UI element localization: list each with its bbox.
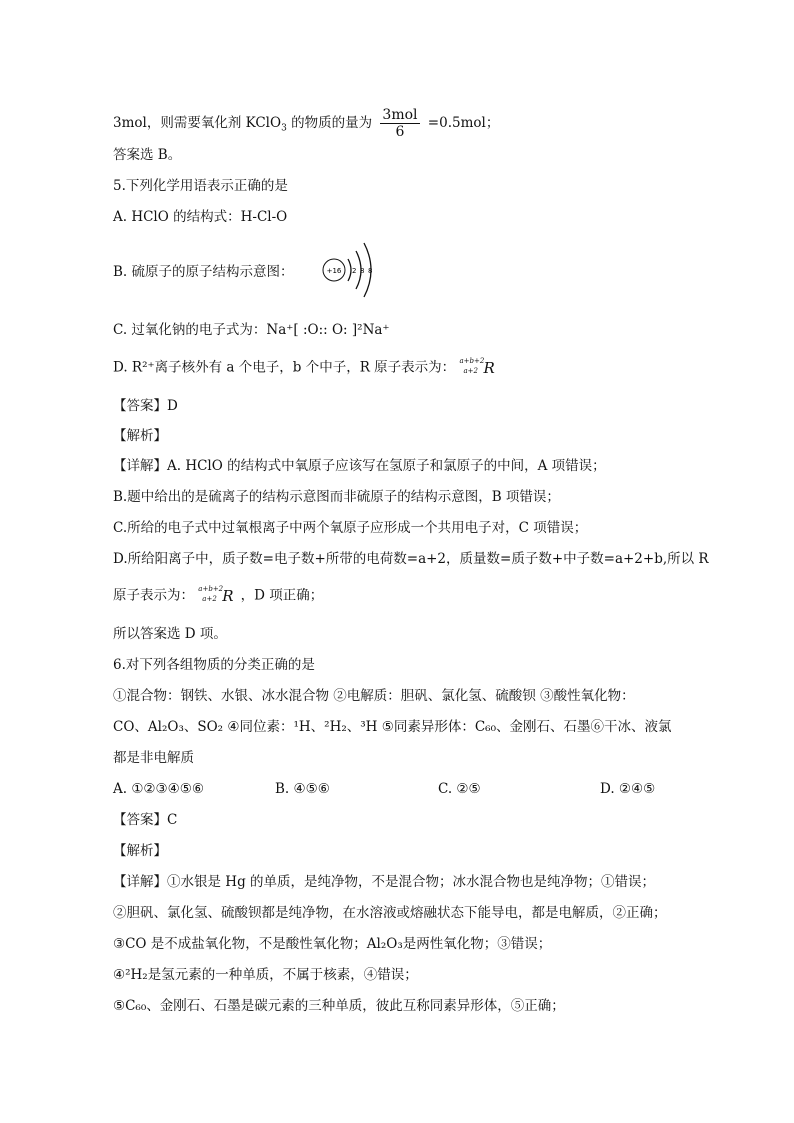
q6-statement-3: 都是非电解质 [113,750,194,766]
q6-statement-1: ①混合物：钢铁、水银、冰水混合物 ②电解质：胆矾、氯化氢、硫酸钡 ③酸性氧化物： [113,688,635,704]
q5-detail-5-pre: 原子表示为： [113,587,194,604]
calc-subscript: 3 [281,123,287,134]
shell-count-1: 2 [352,267,357,275]
q5-detail-5-post: ，D 项正确； [240,587,324,604]
calc-text-pre: 3mol，则需要氧化剂 KClO [113,115,282,131]
q6-detail-3: ③CO 是不成盐氧化物，不是酸性氧化物；Al₂O₃是两性氧化物；③错误； [113,936,552,952]
answer-value-6: C [167,812,178,828]
q5-option-b-text: B. 硫原子的原子结构示意图： [113,264,294,280]
calc-line [113,107,694,140]
q5-detail-4: D.所给阳离子中，质子数=电子数+所带的电荷数=a+2，质量数=质子数+中子数=a+2+b,所以 R [113,551,709,567]
q6-analysis-label: 【解析】 [113,843,167,859]
q5-detail-2: B.题中给出的是硫离子的结构示意图而非硫原子的结构示意图，B 项错误； [113,489,560,505]
q6-option-c: C. ②⑤ [438,781,481,797]
q5-option-a: A. HClO 的结构式：H-Cl-O [113,209,288,225]
nuclide-mass-number-2: a+b+2 [198,585,224,593]
q5-option-d [113,357,694,379]
nuclide-atomic-number-2: a+2 [202,595,217,603]
fraction [380,107,419,140]
nuclide-notation [459,357,497,379]
q6-stem: 6.对下列各组物质的分类正确的是 [113,657,315,673]
answer-label-6: 【答案】 [113,812,167,828]
q6-detail-2: ②胆矾、氯化氢、硫酸钡都是纯净物，在水溶液或熔融状态下能导电，都是电解质，②正确； [113,905,667,921]
q5-analysis-label: 【解析】 [113,428,167,444]
fraction-numerator: 3mol [382,107,418,123]
calc-text-post: =0.5mol； [427,115,500,131]
q5-detail-3: C.所给的电子式中过氧根离子中两个氧原子应形成一个共用电子对，C 项错误； [113,520,588,536]
answer-label: 【答案】 [113,398,167,414]
q5-detail-1: 【详解】A. HClO 的结构式中氧原子应该写在氢原子和氯原子的中间，A 项错误； [113,458,606,474]
q5-option-b [113,262,694,282]
shell-count-2: 8 [360,267,365,275]
nucleus-label: +16 [326,267,342,275]
q6-detail-5: ⑤C₆₀、金刚石、石墨是碳元素的三种单质，彼此互称同素异形体，⑤正确； [113,998,565,1014]
q5-option-c: C. 过氧化钠的电子式为：Na⁺[ :O:: O: ]²Na⁺ [113,322,390,338]
fraction-denominator: 6 [395,124,405,140]
q6-answer [113,810,694,830]
q5-answer [113,396,694,416]
nuclide-atomic-number: a+2 [463,367,478,375]
nuclide-mass-number: a+b+2 [459,357,485,365]
q5-detail-5 [113,585,694,607]
q5-conclusion: 所以答案选 D 项。 [113,626,227,642]
shell-arc-1 [348,259,351,281]
q6-option-b: B. ④⑤⑥ [275,781,330,797]
calc-text-mid: 的物质的量为 [286,115,377,131]
q6-statement-2: CO、Al₂O₃、SO₂ ④同位素：¹H、²H₂、³H ⑤同素异形体：C₆₀、金刚石、石墨⑥干冰、液氯 [113,719,672,735]
nuclide-notation-2 [198,585,236,607]
nuclide-symbol-2: R [222,587,234,605]
nuclide-symbol: R [483,359,495,377]
shell-count-3: 8 [368,267,373,275]
q6-option-d: D. ②④⑤ [600,781,656,797]
q6-detail-4: ④²H₂是氢元素的一种单质，不属于核素，④错误； [113,967,418,983]
sulfur-atom-diagram [318,239,382,301]
q5-stem: 5.下列化学用语表示正确的是 [113,178,288,194]
q5-option-d-text: D. R²⁺离子核外有 a 个电子，b 个中子，R 原子表示为： [113,359,456,376]
answer-value: D [167,398,178,414]
answer-choice-line: 答案选 B。 [113,147,182,163]
q6-option-a: A. ①②③④⑤⑥ [113,781,204,797]
q6-detail-1: 【详解】①水银是 Hg 的单质，是纯净物，不是混合物；冰水混合物也是纯净物；①错误； [113,874,655,890]
